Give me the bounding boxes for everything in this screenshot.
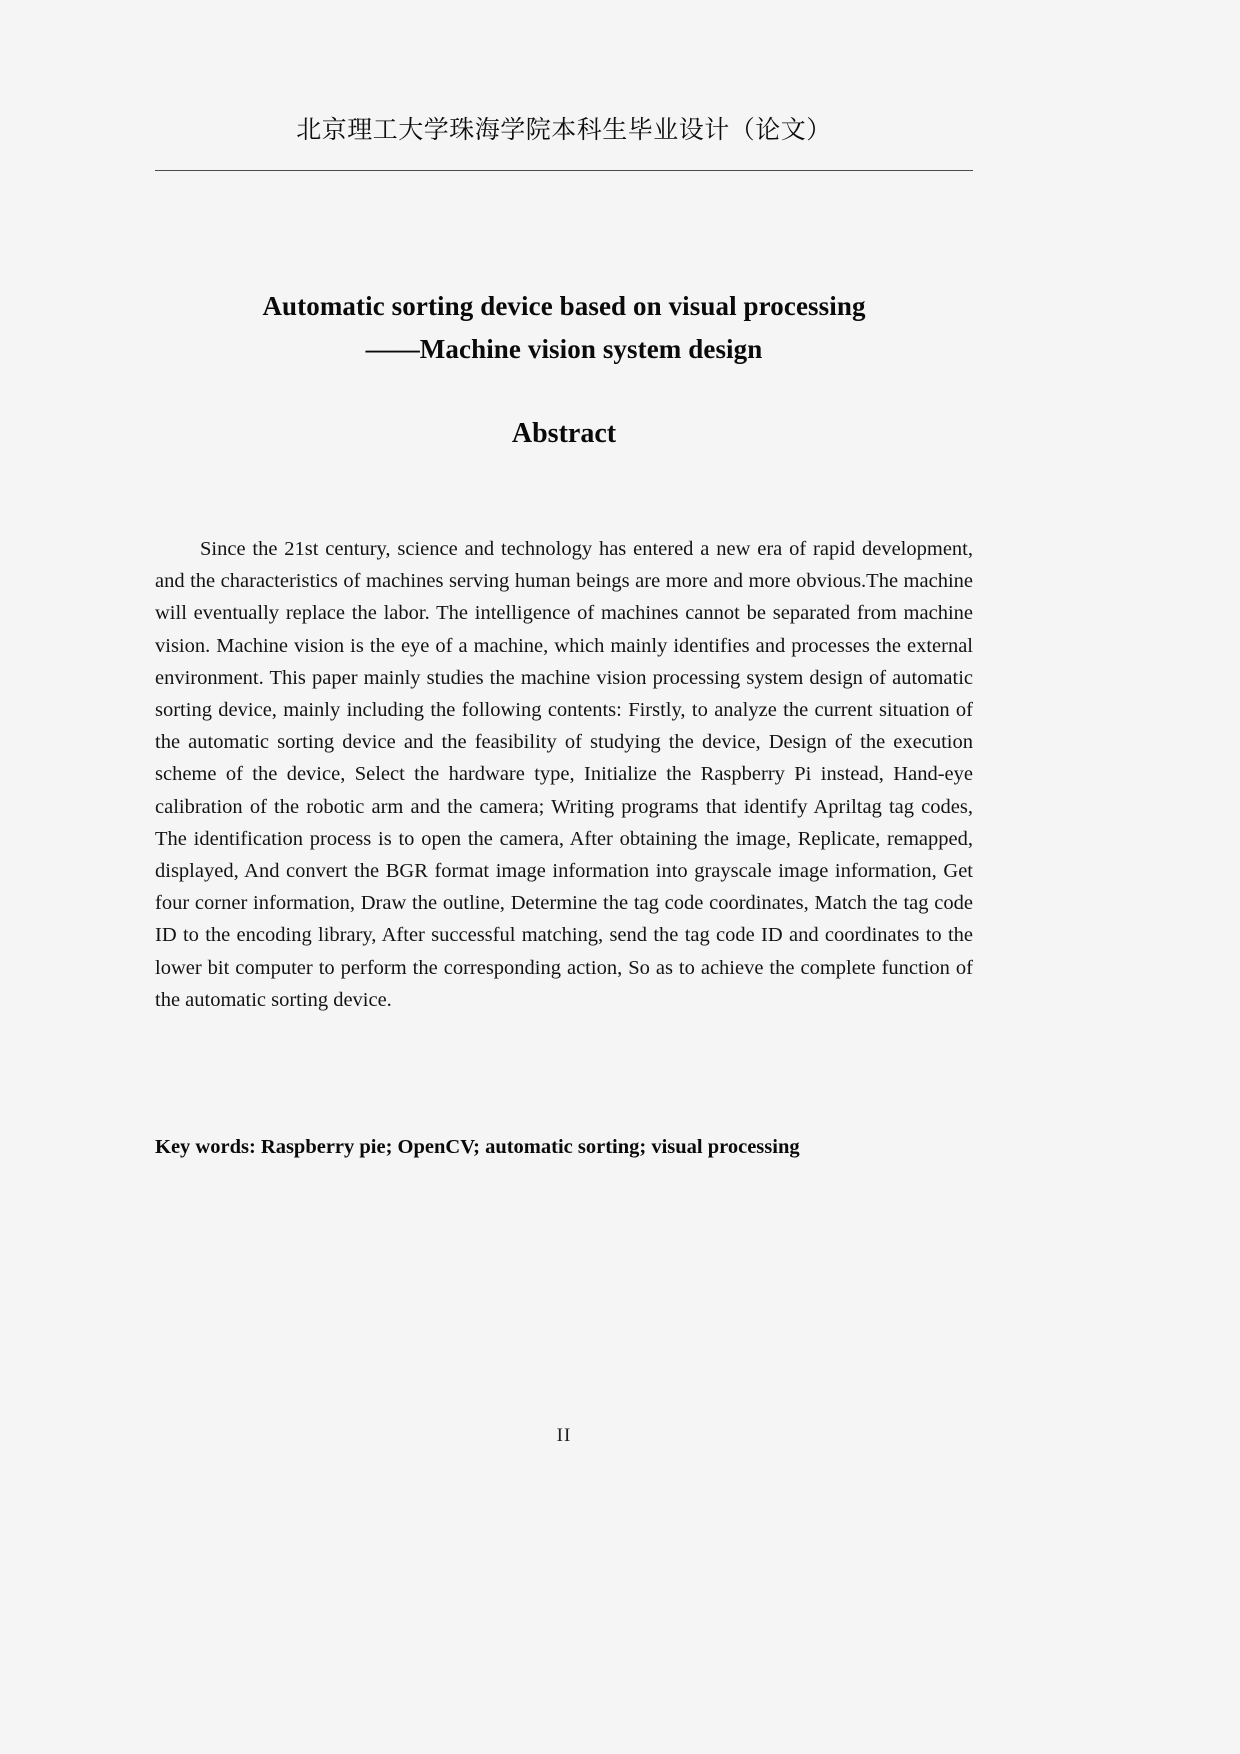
page-number: II [556,1425,572,1446]
paper-title [155,285,973,371]
paper-title-line-2: ——Machine vision system design [365,334,763,364]
running-header [155,115,973,145]
keywords-line: Key words: Raspberry pie; OpenCV; automatic sorting; visual processing [155,1136,800,1158]
paper-title-line-1: Automatic sorting device based on visual processing [262,291,866,321]
header-divider-rule [155,170,973,171]
running-header-title: 北京理工大学珠海学院本科生毕业设计（论文） [296,115,832,144]
abstract-heading: Abstract [511,418,617,449]
abstract-body-text: Since the 21st century, science and technology has entered a new era of rapid development, and the characteristics of machines serving human beings are more and more obvious.The machine will eventually replace the labor. The intelligence of machines cannot be separated from machine vision. Machine vision is the eye of a machine, which mainly identifies and processes the external environment. This paper mainly studies the machine vision processing system design of automatic sorting device, mainly including the following contents: Firstly, to analyze the current situation of the automatic sorting device and the feasibility of studying the device, Design of the execution scheme of the device, Select the hardware type, Initialize the Raspberry Pi instead, Hand-eye calibration of the robotic arm and the camera; Writing programs that identify Apriltag tag codes, The identification process is to open the camera, After obtaining the image, Replicate, remapped, displayed, And convert the BGR format image information into grayscale image information, Get four corner information, Draw the outline, Determine the tag code coordinates, Match the tag code ID to the encoding library, After successful matching, send the tag code ID and coordinates to the lower bit computer to perform the corresponding action, So as to achieve the complete function of the automatic sorting device. [155,538,973,1011]
page-content-area [155,0,973,1754]
